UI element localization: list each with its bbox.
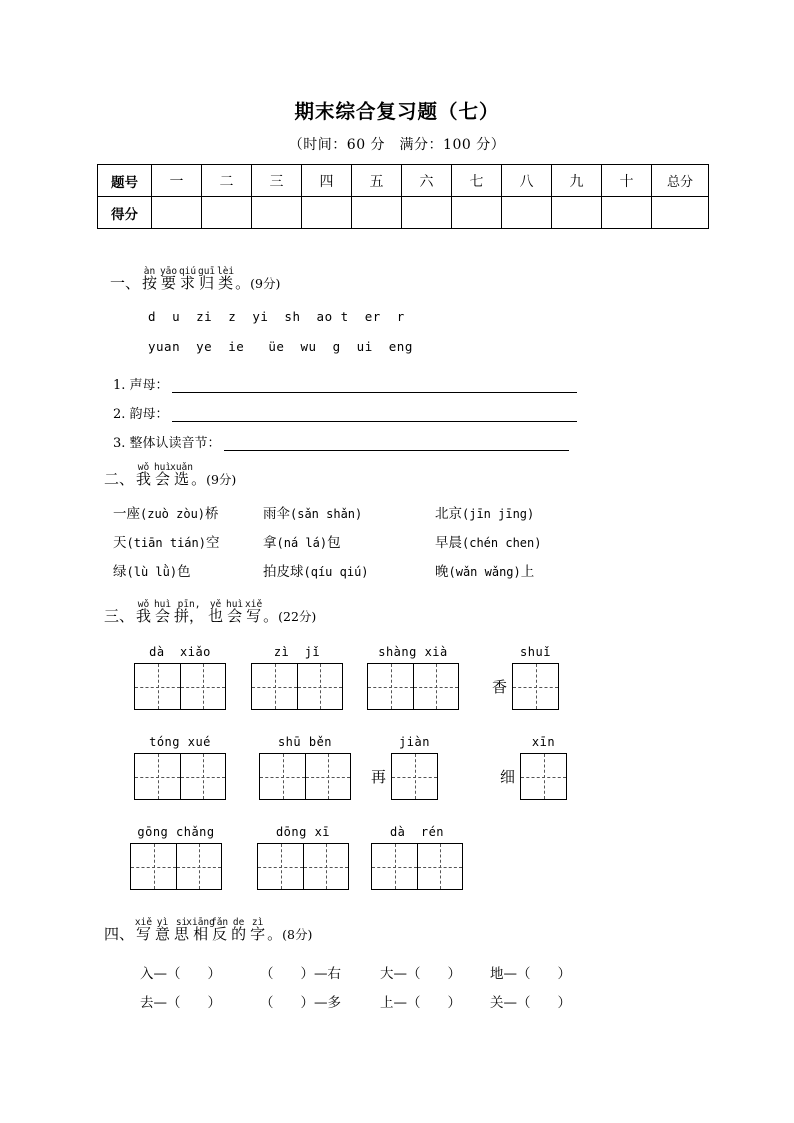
writing-line-daxiao <box>134 663 226 710</box>
writing-pinyin-xin: xīn <box>531 735 556 749</box>
writing-pinyin-jian: jiàn <box>399 735 430 749</box>
row-label-score: 得分 <box>98 197 152 229</box>
tianzige-cell[interactable] <box>413 664 458 709</box>
tianzige-cell[interactable] <box>513 664 558 709</box>
tianzige-cell[interactable] <box>131 844 176 889</box>
column-header-3: 三 <box>252 165 302 197</box>
page-title: 期末综合复习题（七） <box>294 100 500 123</box>
ruby-3-1: huì 会 <box>153 598 172 625</box>
section-heading-4 <box>104 916 313 944</box>
writing-group-daxiao <box>134 645 226 710</box>
tianzige-dongxi[interactable] <box>257 843 349 890</box>
antonym-item-guan[interactable]: 关—（ ） <box>490 995 571 1011</box>
table-row-scores <box>98 197 709 229</box>
tianzige-daren[interactable] <box>371 843 463 890</box>
choice-item-zuo[interactable]: 一座(zuò zòu)桥 <box>113 506 219 522</box>
column-header-8: 八 <box>502 165 552 197</box>
writing-pinyin-shui: shuǐ <box>520 645 551 659</box>
tianzige-ziji[interactable] <box>251 663 343 710</box>
column-header-6: 六 <box>402 165 452 197</box>
tianzige-gongchang[interactable] <box>130 843 222 890</box>
writing-line-dongxi <box>257 843 349 890</box>
ruby-4-1: yì 意 <box>155 916 171 943</box>
tianzige-cell[interactable] <box>260 754 305 799</box>
score-cell-9[interactable] <box>552 197 602 229</box>
section-period-3: 。 <box>263 607 279 625</box>
writing-group-zaijian <box>371 735 438 800</box>
tianzige-cell[interactable] <box>417 844 462 889</box>
tianzige-xin[interactable] <box>520 753 567 800</box>
tianzige-daxiao[interactable] <box>134 663 226 710</box>
ruby-4-0: xiě 写 <box>134 916 153 943</box>
writing-prefix-xi: 细 <box>500 768 516 786</box>
section-number-2: 二、 <box>104 470 135 488</box>
section-points-1: (9分) <box>250 276 281 291</box>
writing-line-tongxue <box>134 753 226 800</box>
writing-group-xixin <box>500 735 567 800</box>
tianzige-cell[interactable] <box>372 844 417 889</box>
score-cell-8[interactable] <box>502 197 552 229</box>
choice-item-jing[interactable]: 北京(jīn jīng) <box>435 506 535 522</box>
section-number-1: 一、 <box>110 274 141 292</box>
ruby-4-6: zì 字 <box>250 916 266 943</box>
ruby-4-3: xiāng 相 <box>186 916 215 943</box>
writing-line-xin <box>500 753 567 800</box>
tianzige-jian[interactable] <box>391 753 438 800</box>
tianzige-cell[interactable] <box>305 754 350 799</box>
writing-group-daren <box>371 825 463 890</box>
antonym-item-you[interactable]: （ ）—右 <box>260 966 341 982</box>
section-number-3: 三、 <box>104 607 135 625</box>
ruby-3-5: xiě 写 <box>245 598 263 625</box>
pinyin-bank-line-1: d u zi z yi sh ao t er r <box>148 309 405 324</box>
column-header-7: 七 <box>452 165 502 197</box>
ruby-1-3: guī 归 <box>197 265 216 292</box>
tianzige-cell[interactable] <box>180 754 225 799</box>
writing-group-tongxue <box>134 735 226 800</box>
choice-item-na[interactable]: 拿(ná lá)包 <box>263 535 341 551</box>
ruby-3-0: wǒ 我 <box>136 598 152 625</box>
answer-blank-shengmu <box>113 374 577 393</box>
choice-row-2 <box>113 531 541 551</box>
writing-line-daren <box>371 843 463 890</box>
column-header-4: 四 <box>302 165 352 197</box>
writing-group-dongxi <box>257 825 349 890</box>
choice-item-lv[interactable]: 绿(lù lǜ)色 <box>113 564 191 580</box>
tianzige-cell[interactable] <box>303 844 348 889</box>
tianzige-cell[interactable] <box>297 664 342 709</box>
antonym-row-2 <box>140 991 571 1011</box>
section-points-4: (8分) <box>282 927 313 942</box>
tianzige-shuben[interactable] <box>259 753 351 800</box>
writing-prefix-xiang: 香 <box>492 678 508 696</box>
writing-line-shangxia <box>367 663 459 710</box>
tianzige-cell[interactable] <box>135 664 180 709</box>
score-cell-6[interactable] <box>402 197 452 229</box>
section-heading-1 <box>110 265 281 293</box>
writing-prefix-zai: 再 <box>371 768 387 786</box>
tianzige-cell[interactable] <box>521 754 566 799</box>
choice-item-san[interactable]: 雨伞(sǎn shǎn) <box>263 506 363 522</box>
score-cell-7[interactable] <box>452 197 502 229</box>
answer-blank-zhengti <box>113 432 569 451</box>
answer-blank-label-zhengti: 3. 整体认读音节： <box>113 436 221 451</box>
writing-pinyin-shangxia: shàng xià <box>378 645 448 659</box>
writing-pinyin-dongxi: dōng xī <box>275 825 331 839</box>
section-heading-2 <box>104 461 237 489</box>
section-period-4: 。 <box>267 925 283 943</box>
ruby-4-2: si 思 <box>174 916 190 943</box>
writing-group-gongchang <box>130 825 222 890</box>
ruby-2-2: xuǎn 选 <box>170 461 193 488</box>
ruby-1-2: qiú 求 <box>178 265 197 292</box>
tianzige-cell[interactable] <box>180 664 225 709</box>
ruby-1-1: yāo 要 <box>159 265 178 292</box>
writing-line-shui <box>492 663 559 710</box>
ruby-4-4: fǎn 反 <box>210 916 229 943</box>
writing-group-ziji <box>251 645 343 710</box>
score-cell-total[interactable] <box>652 197 709 229</box>
tianzige-cell[interactable] <box>392 754 437 799</box>
section-points-3: (22分) <box>278 609 317 624</box>
antonym-row-1 <box>140 962 571 982</box>
score-cell-3[interactable] <box>252 197 302 229</box>
answer-blank-yunmu <box>113 403 577 422</box>
column-header-9: 九 <box>552 165 602 197</box>
writing-pinyin-shuben: shū běn <box>277 735 333 749</box>
ruby-3-3: yě 也 <box>208 598 224 625</box>
choice-row-1 <box>113 502 534 522</box>
choice-item-chen[interactable]: 早晨(chén chen) <box>435 535 542 551</box>
exam-info-line: （时间：60 分 满分：100 分） <box>288 137 506 153</box>
ruby-4-5: de 的 <box>231 916 247 943</box>
tianzige-tongxue[interactable] <box>134 753 226 800</box>
writing-pinyin-tongxue: tóng xué <box>149 735 211 749</box>
writing-group-shuben <box>259 735 351 800</box>
ruby-2-1: huì 会 <box>153 461 172 488</box>
writing-line-jian <box>371 753 438 800</box>
section-number-4: 四、 <box>104 925 135 943</box>
score-cell-2[interactable] <box>202 197 252 229</box>
score-table <box>97 164 709 229</box>
ruby-1-0: àn 按 <box>142 265 158 292</box>
answer-blank-line-zhengti[interactable] <box>224 437 569 451</box>
antonym-item-duo[interactable]: （ ）—多 <box>260 995 341 1011</box>
section-period-1: 。 <box>235 274 251 292</box>
tianzige-shangxia[interactable] <box>367 663 459 710</box>
writing-pinyin-daxiao: dà xiǎo <box>149 645 211 659</box>
tianzige-cell[interactable] <box>252 664 297 709</box>
score-cell-5[interactable] <box>352 197 402 229</box>
pinyin-bank-line-2: yuan ye ie üe wu g ui eng <box>148 339 413 354</box>
writing-pinyin-gongchang: gōng chǎng <box>137 825 215 839</box>
antonym-item-ru[interactable]: 入—（ ） <box>140 966 221 982</box>
tianzige-cell[interactable] <box>258 844 303 889</box>
section-heading-3 <box>104 598 317 626</box>
section-points-2: (9分) <box>206 472 237 487</box>
choice-item-wan[interactable]: 晚(wǎn wǎng)上 <box>435 564 535 580</box>
choice-item-qiu[interactable]: 拍皮球(qíu qiú) <box>263 564 369 580</box>
score-cell-4[interactable] <box>302 197 352 229</box>
ruby-1-4: lèi 类 <box>216 265 235 292</box>
antonym-item-da[interactable]: 大—（ ） <box>380 966 461 982</box>
answer-blank-line-yunmu[interactable] <box>172 408 577 422</box>
antonym-item-shang[interactable]: 上—（ ） <box>380 995 461 1011</box>
tianzige-cell[interactable] <box>135 754 180 799</box>
score-cell-1[interactable] <box>152 197 202 229</box>
column-header-2: 二 <box>202 165 252 197</box>
column-header-1: 一 <box>152 165 202 197</box>
section-period-2: 。 <box>191 470 207 488</box>
tianzige-cell[interactable] <box>176 844 221 889</box>
writing-line-shuben <box>259 753 351 800</box>
antonym-item-qu[interactable]: 去—（ ） <box>140 995 221 1011</box>
row-label-question-number: 题号 <box>98 165 152 197</box>
ruby-3-2: pīn, 拼， <box>174 598 205 625</box>
choice-row-3 <box>113 560 534 580</box>
writing-pinyin-ziji: zì jǐ <box>273 645 321 659</box>
answer-blank-label-shengmu: 1. 声母： <box>113 378 169 393</box>
column-header-total: 总分 <box>652 165 709 197</box>
writing-pinyin-daren: dà rén <box>389 825 445 839</box>
column-header-5: 五 <box>352 165 402 197</box>
answer-blank-line-shengmu[interactable] <box>172 379 577 393</box>
writing-line-ziji <box>251 663 343 710</box>
writing-group-xiangshui <box>492 645 559 710</box>
antonym-item-di[interactable]: 地—（ ） <box>490 966 571 982</box>
writing-group-shangxia <box>367 645 459 710</box>
column-header-10: 十 <box>602 165 652 197</box>
choice-item-tian[interactable]: 天(tiān tián)空 <box>113 535 220 551</box>
tianzige-cell[interactable] <box>368 664 413 709</box>
ruby-3-4: huì 会 <box>225 598 244 625</box>
writing-line-gongchang <box>130 843 222 890</box>
answer-blank-label-yunmu: 2. 韵母： <box>113 407 169 422</box>
table-row-question-numbers <box>98 165 709 197</box>
ruby-2-0: wǒ 我 <box>136 461 152 488</box>
tianzige-shui[interactable] <box>512 663 559 710</box>
score-cell-10[interactable] <box>602 197 652 229</box>
